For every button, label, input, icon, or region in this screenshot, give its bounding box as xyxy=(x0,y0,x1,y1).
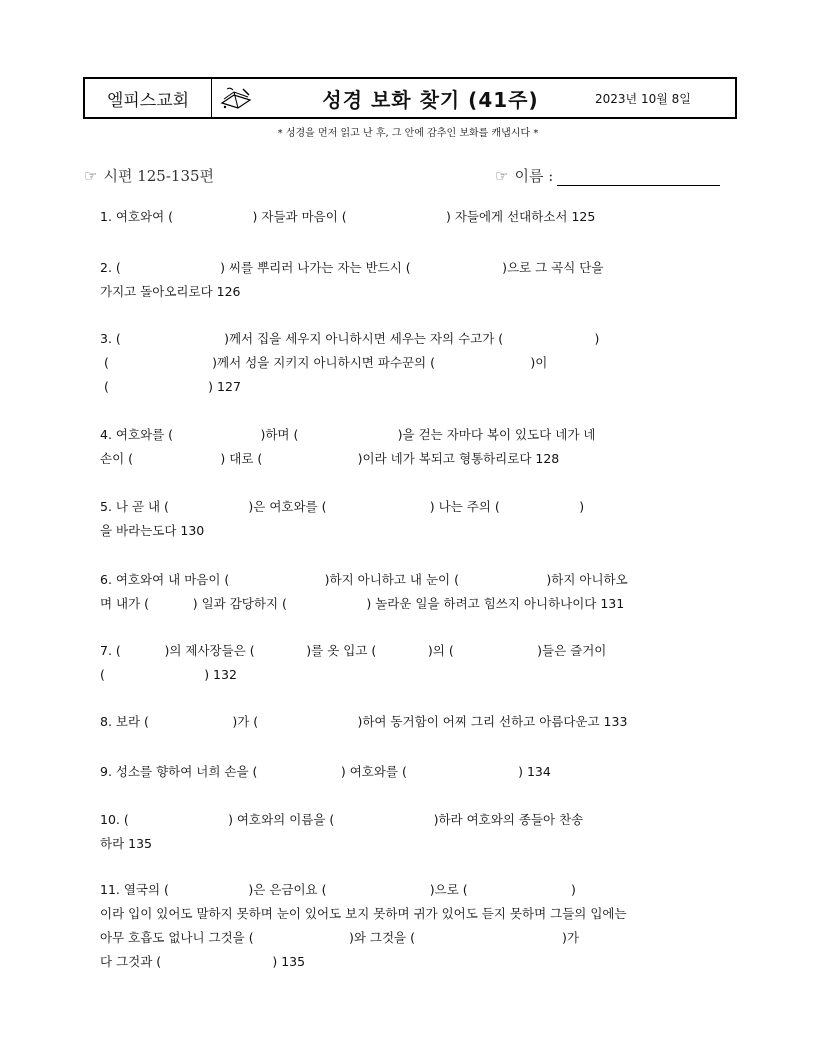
question-4 xyxy=(100,423,725,471)
question-line: 며 내가 ( ) 일과 감당하지 ( ) 놀라운 일을 하려고 힘쓰지 아니하나이다 131 xyxy=(100,596,625,611)
question-line: ( ) 132 xyxy=(100,667,237,682)
question-line: 5. 나 곧 내 ( )은 여호와를 ( ) 나는 주의 ( ) xyxy=(100,499,585,514)
question-line: 6. 여호와여 내 마음이 ( )하지 아니하고 내 눈이 ( )하지 아니하오 xyxy=(100,572,628,587)
question-line: 을 바라는도다 130 xyxy=(100,523,205,538)
worksheet-title: 성경 보화 찾기 (41주) xyxy=(322,87,539,112)
question-1 xyxy=(100,205,725,229)
passage-range xyxy=(84,165,214,186)
question-10 xyxy=(100,808,725,856)
church-name: 엘피스교회 xyxy=(85,79,212,117)
name-label: 이름 : xyxy=(514,167,554,185)
passage-text: 시편 125-135편 xyxy=(103,167,215,185)
question-line: ( ) 127 xyxy=(100,379,241,394)
worksheet-header xyxy=(83,77,737,119)
question-line: 이라 입이 있어도 말하지 못하며 눈이 있어도 보지 못하며 귀가 있어도 듣지 못하며 그들의 입에는 xyxy=(100,906,627,921)
question-5 xyxy=(100,495,725,543)
question-line: 7. ( )의 제사장들은 ( )를 옷 입고 ( )의 ( )들은 즐거이 xyxy=(100,643,607,658)
question-line: 손이 ( ) 대로 ( )이라 네가 복되고 형통하리로다 128 xyxy=(100,451,560,466)
instruction-text: * 성경을 먼저 읽고 난 후, 그 안에 감추인 보화를 캐냅시다 * xyxy=(277,128,539,139)
question-line: 8. 보라 ( )가 ( )하여 동거함이 어찌 그리 선하고 아름다운고 133 xyxy=(100,714,628,729)
question-line: 1. 여호와여 ( ) 자들과 마음이 ( ) 자들에게 선대하소서 125 xyxy=(100,209,596,224)
question-line: 다 그것과 ( ) 135 xyxy=(100,954,306,969)
question-7 xyxy=(100,639,725,687)
question-line: 4. 여호와를 ( )하며 ( )을 걷는 자마다 복이 있도다 네가 네 xyxy=(100,427,596,442)
question-line: 가지고 돌아오리로다 126 xyxy=(100,284,241,299)
pointing-hand-icon: ☞ xyxy=(84,167,98,185)
question-2 xyxy=(100,256,725,304)
question-line: 하라 135 xyxy=(100,836,152,851)
pointing-hand-icon: ☞ xyxy=(495,167,509,185)
question-3 xyxy=(100,327,725,399)
question-line: 2. ( ) 씨를 뿌리러 나가는 자는 반드시 ( )으로 그 곡식 단을 xyxy=(100,260,604,275)
question-line: ( )께서 성을 지키지 아니하시면 파수꾼의 ( )이 xyxy=(100,355,548,370)
worksheet-date: 2023년 10월 8일 xyxy=(595,91,691,106)
question-line: 3. ( )께서 집을 세우지 아니하시면 세우는 자의 수고가 ( ) xyxy=(100,331,600,346)
question-line: 9. 성소를 향하여 너희 손을 ( ) 여호와를 ( ) 134 xyxy=(100,764,551,779)
question-8 xyxy=(100,710,725,734)
question-line: 10. ( ) 여호와의 이름을 ( )하라 여호와의 종들아 찬송 xyxy=(100,812,584,827)
question-line: 11. 열국의 ( )은 은금이요 ( )으로 ( ) xyxy=(100,882,576,897)
question-9 xyxy=(100,760,725,784)
open-bible-icon xyxy=(212,79,260,117)
question-line: 아무 호흡도 없나니 그것을 ( )와 그것을 ( )가 xyxy=(100,930,579,945)
question-11 xyxy=(100,878,725,974)
question-6 xyxy=(100,568,725,616)
name-input-line[interactable] xyxy=(557,169,720,186)
name-field xyxy=(495,165,720,186)
